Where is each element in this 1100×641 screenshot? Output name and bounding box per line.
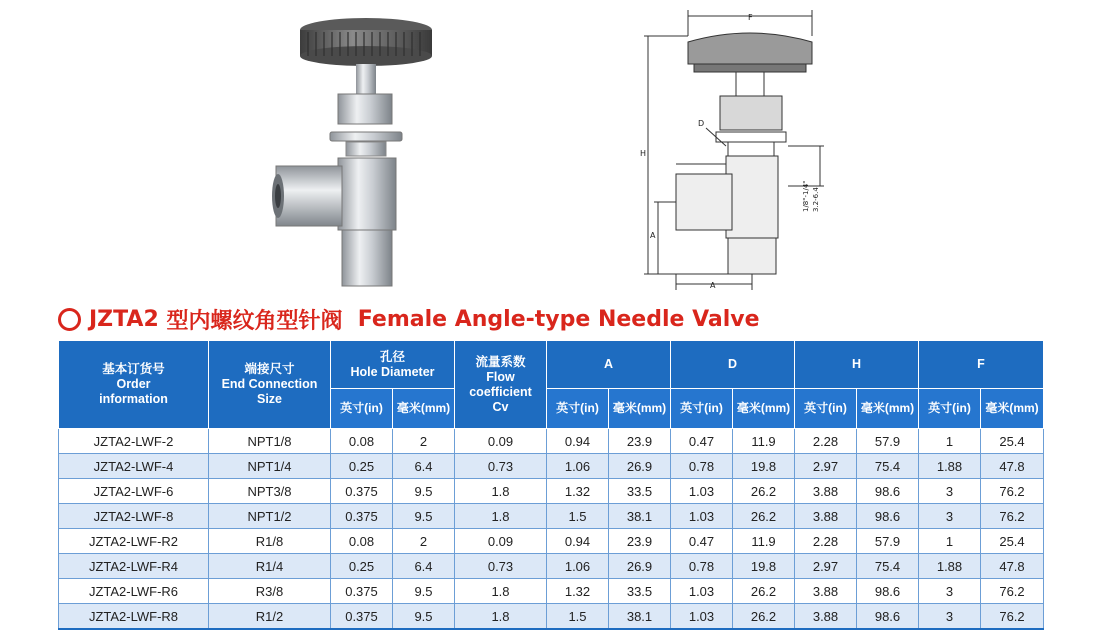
cell-hole-inch: 0.375	[331, 479, 393, 504]
header-order: 基本订货号 Order information	[59, 341, 209, 429]
cell-hole-inch: 0.25	[331, 554, 393, 579]
title-chinese: 型内螺纹角型针阀	[166, 308, 343, 334]
subheader-d-inch: 英寸(in)	[671, 389, 733, 429]
cell-a-mm: 33.5	[609, 479, 671, 504]
table-row	[59, 529, 1044, 554]
subheader-f-inch: 英寸(in)	[919, 389, 981, 429]
cell-hole-inch: 0.375	[331, 579, 393, 604]
header-flow-coefficient: 流量系数 Flow coefficient Cv	[455, 341, 547, 429]
cell-h-inch: 3.88	[795, 579, 857, 604]
cell-a-mm: 26.9	[609, 454, 671, 479]
cell-hole-inch: 0.375	[331, 504, 393, 529]
title-english: Female Angle-type Needle Valve	[357, 306, 760, 332]
cell-a-inch: 0.94	[547, 529, 609, 554]
cell-hole-mm: 9.5	[393, 479, 455, 504]
cell-f-inch: 1	[919, 429, 981, 454]
cell-flow-cv: 1.8	[455, 579, 547, 604]
table-row	[59, 479, 1044, 504]
cell-flow-cv: 0.73	[455, 454, 547, 479]
cell-d-inch: 0.47	[671, 429, 733, 454]
cell-f-inch: 1.88	[919, 454, 981, 479]
dim-a-vertical-label: A	[650, 231, 656, 240]
cell-f-mm: 76.2	[981, 604, 1044, 630]
cell-end-connection: NPT1/2	[209, 504, 331, 529]
cell-order-info: JZTA2-LWF-R4	[59, 554, 209, 579]
page-title	[58, 303, 760, 335]
cell-flow-cv: 0.09	[455, 429, 547, 454]
cell-h-mm: 98.6	[857, 504, 919, 529]
cell-d-inch: 1.03	[671, 504, 733, 529]
subheader-hole-mm: 毫米(mm)	[393, 389, 455, 429]
cell-h-inch: 3.88	[795, 479, 857, 504]
bonnet-nut	[338, 94, 392, 124]
cell-d-mm: 11.9	[733, 429, 795, 454]
cell-end-connection: R1/8	[209, 529, 331, 554]
cell-hole-inch: 0.375	[331, 604, 393, 630]
cell-f-mm: 76.2	[981, 479, 1044, 504]
cell-a-mm: 38.1	[609, 504, 671, 529]
cell-h-mm: 98.6	[857, 604, 919, 630]
cell-end-connection: R1/4	[209, 554, 331, 579]
cell-a-mm: 23.9	[609, 429, 671, 454]
valve-photo	[268, 8, 438, 293]
stem	[356, 64, 376, 94]
cell-f-mm: 25.4	[981, 429, 1044, 454]
subheader-d-mm: 毫米(mm)	[733, 389, 795, 429]
valve-body	[338, 158, 396, 230]
dim-size-inch-label: 1/8"-1/4"	[802, 180, 810, 212]
header-h: H	[795, 341, 919, 389]
cell-a-inch: 1.06	[547, 554, 609, 579]
cell-f-inch: 1	[919, 529, 981, 554]
cell-a-mm: 38.1	[609, 604, 671, 630]
cell-d-mm: 26.2	[733, 479, 795, 504]
subheader-f-mm: 毫米(mm)	[981, 389, 1044, 429]
dim-h-label: H	[640, 149, 647, 158]
cell-f-inch: 3	[919, 579, 981, 604]
cell-h-inch: 3.88	[795, 504, 857, 529]
cell-flow-cv: 0.09	[455, 529, 547, 554]
cell-d-inch: 0.78	[671, 554, 733, 579]
table-row	[59, 604, 1044, 630]
cell-h-inch: 3.88	[795, 604, 857, 630]
cell-h-mm: 75.4	[857, 554, 919, 579]
cell-hole-inch: 0.08	[331, 429, 393, 454]
table-row	[59, 554, 1044, 579]
cell-f-mm: 76.2	[981, 579, 1044, 604]
cell-hole-mm: 6.4	[393, 454, 455, 479]
cell-h-mm: 98.6	[857, 479, 919, 504]
cell-f-mm: 47.8	[981, 454, 1044, 479]
cell-hole-mm: 6.4	[393, 554, 455, 579]
bottom-port	[342, 230, 392, 286]
subheader-h-mm: 毫米(mm)	[857, 389, 919, 429]
table-row	[59, 579, 1044, 604]
subheader-hole-inch: 英寸(in)	[331, 389, 393, 429]
cell-f-mm: 76.2	[981, 504, 1044, 529]
cell-a-mm: 33.5	[609, 579, 671, 604]
cell-d-inch: 1.03	[671, 479, 733, 504]
cell-flow-cv: 1.8	[455, 604, 547, 630]
cell-end-connection: NPT1/8	[209, 429, 331, 454]
table-row	[59, 429, 1044, 454]
cell-h-mm: 57.9	[857, 429, 919, 454]
spec-table	[58, 340, 1044, 630]
header-end-connection: 端接尺寸 End Connection Size	[209, 341, 331, 429]
cell-order-info: JZTA2-LWF-R6	[59, 579, 209, 604]
cell-d-mm: 19.8	[733, 554, 795, 579]
cell-f-inch: 3	[919, 479, 981, 504]
cell-a-inch: 0.94	[547, 429, 609, 454]
cell-order-info: JZTA2-LWF-4	[59, 454, 209, 479]
cell-d-inch: 0.78	[671, 454, 733, 479]
cell-f-inch: 1.88	[919, 554, 981, 579]
cell-hole-mm: 9.5	[393, 604, 455, 630]
cell-d-inch: 1.03	[671, 579, 733, 604]
cell-d-mm: 26.2	[733, 504, 795, 529]
table-row	[59, 454, 1044, 479]
side-port	[276, 166, 342, 226]
cell-order-info: JZTA2-LWF-6	[59, 479, 209, 504]
cell-a-mm: 23.9	[609, 529, 671, 554]
cell-f-mm: 25.4	[981, 529, 1044, 554]
title-code: JZTA2	[89, 306, 159, 332]
cell-end-connection: NPT1/4	[209, 454, 331, 479]
cell-end-connection: R3/8	[209, 579, 331, 604]
header-f: F	[919, 341, 1044, 389]
cell-f-inch: 3	[919, 504, 981, 529]
cell-flow-cv: 0.73	[455, 554, 547, 579]
circle-icon	[58, 308, 81, 331]
cell-d-mm: 26.2	[733, 604, 795, 630]
cell-order-info: JZTA2-LWF-R8	[59, 604, 209, 630]
cell-d-mm: 11.9	[733, 529, 795, 554]
cell-hole-mm: 9.5	[393, 579, 455, 604]
cell-h-inch: 2.28	[795, 529, 857, 554]
cell-hole-mm: 9.5	[393, 504, 455, 529]
table-row	[59, 504, 1044, 529]
cell-a-inch: 1.5	[547, 504, 609, 529]
cell-h-mm: 75.4	[857, 454, 919, 479]
cell-end-connection: NPT3/8	[209, 479, 331, 504]
cell-a-inch: 1.5	[547, 604, 609, 630]
cell-order-info: JZTA2-LWF-8	[59, 504, 209, 529]
table-header	[59, 341, 1044, 429]
header-a: A	[547, 341, 671, 389]
cell-flow-cv: 1.8	[455, 504, 547, 529]
cell-f-inch: 3	[919, 604, 981, 630]
cell-h-mm: 57.9	[857, 529, 919, 554]
dim-a-horizontal-label: A	[710, 281, 716, 290]
cell-h-inch: 2.97	[795, 454, 857, 479]
header-hole-diameter: 孔径 Hole Diameter	[331, 341, 455, 389]
cell-d-inch: 0.47	[671, 529, 733, 554]
cell-hole-inch: 0.08	[331, 529, 393, 554]
cell-hole-mm: 2	[393, 429, 455, 454]
cell-a-inch: 1.06	[547, 454, 609, 479]
cell-hole-inch: 0.25	[331, 454, 393, 479]
cell-d-mm: 26.2	[733, 579, 795, 604]
cell-a-inch: 1.32	[547, 579, 609, 604]
dim-d-label: D	[698, 119, 705, 128]
table-body	[59, 429, 1044, 630]
subheader-h-inch: 英寸(in)	[795, 389, 857, 429]
subheader-a-mm: 毫米(mm)	[609, 389, 671, 429]
dim-f-label: F	[748, 13, 753, 22]
dim-size-mm-label: 3.2-6.4	[812, 187, 820, 212]
cell-f-mm: 47.8	[981, 554, 1044, 579]
cell-h-mm: 98.6	[857, 579, 919, 604]
cell-d-mm: 19.8	[733, 454, 795, 479]
cell-a-mm: 26.9	[609, 554, 671, 579]
cell-order-info: JZTA2-LWF-R2	[59, 529, 209, 554]
dimension-drawing	[628, 6, 838, 296]
cell-order-info: JZTA2-LWF-2	[59, 429, 209, 454]
knob	[300, 18, 432, 66]
cell-d-inch: 1.03	[671, 604, 733, 630]
header-d: D	[671, 341, 795, 389]
cell-a-inch: 1.32	[547, 479, 609, 504]
cell-h-inch: 2.28	[795, 429, 857, 454]
cell-h-inch: 2.97	[795, 554, 857, 579]
cell-flow-cv: 1.8	[455, 479, 547, 504]
subheader-a-inch: 英寸(in)	[547, 389, 609, 429]
cell-hole-mm: 2	[393, 529, 455, 554]
panel-nut	[330, 132, 402, 141]
cell-end-connection: R1/2	[209, 604, 331, 630]
